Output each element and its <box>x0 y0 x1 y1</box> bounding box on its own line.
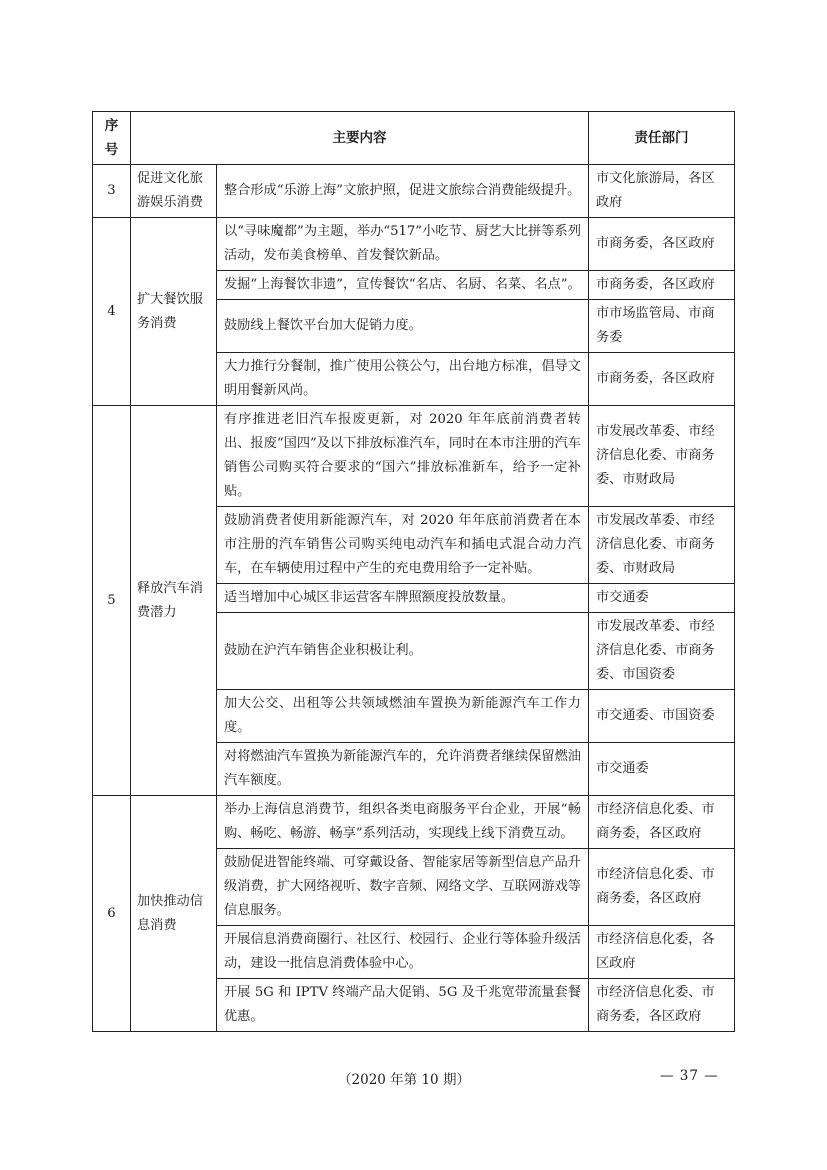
row-dept-cell: 市商务委，各区政府 <box>589 353 735 406</box>
row-content-cell: 对将燃油汽车置换为新能源汽车的，允许消费者继续保留燃油汽车额度。 <box>217 743 589 796</box>
table-row <box>93 218 735 271</box>
row-seq-cell: 4 <box>93 218 131 406</box>
row-dept-cell: 市经济信息化委、市商务委，各区政府 <box>589 849 735 926</box>
row-dept-cell: 市市场监管局、市商务委 <box>589 300 735 353</box>
row-content-cell: 举办上海信息消费节，组织各类电商服务平台企业，开展“畅购、畅吃、畅游、畅享”系列活动，实现线上线下消费互动。 <box>217 796 589 849</box>
row-seq-cell: 5 <box>93 406 131 796</box>
row-category-cell: 加快推动信息消费 <box>131 796 217 1032</box>
header-content: 主要内容 <box>131 112 589 165</box>
row-content-cell: 鼓励在沪汽车销售企业积极让利。 <box>217 613 589 690</box>
row-dept-cell: 市商务委，各区政府 <box>589 271 735 300</box>
policy-table <box>92 111 735 1032</box>
row-content-cell: 鼓励消费者使用新能源汽车，对 2020 年年底前消费者在本市注册的汽车销售公司购买纯电动汽车和插电式混合动力汽车，在车辆使用过程中产生的充电费用给予一定补贴。 <box>217 507 589 584</box>
row-category-cell: 扩大餐饮服务消费 <box>131 218 217 406</box>
row-content-cell: 开展 5G 和 IPTV 终端产品大促销、5G 及千兆宽带流量套餐优惠。 <box>217 979 589 1032</box>
row-content-cell: 鼓励促进智能终端、可穿戴设备、智能家居等新型信息产品升级消费，扩大网络视听、数字音频、网络文学、互联网游戏等信息服务。 <box>217 849 589 926</box>
header-dept: 责任部门 <box>589 112 735 165</box>
row-dept-cell: 市交通委 <box>589 743 735 796</box>
row-content-cell: 发掘“上海餐饮非遗”，宣传餐饮“名店、名厨、名菜、名点”。 <box>217 271 589 300</box>
row-content-cell: 整合形成“乐游上海”文旅护照，促进文旅综合消费能级提升。 <box>217 165 589 218</box>
row-content-cell: 大力推行分餐制，推广使用公筷公勺，出台地方标准，倡导文明用餐新风尚。 <box>217 353 589 406</box>
row-content-cell: 鼓励线上餐饮平台加大促销力度。 <box>217 300 589 353</box>
header-seq: 序号 <box>93 112 131 165</box>
table-row <box>93 796 735 849</box>
row-dept-cell: 市经济信息化委、市商务委，各区政府 <box>589 979 735 1032</box>
row-dept-cell: 市发展改革委、市经济信息化委、市商务委、市国资委 <box>589 613 735 690</box>
row-content-cell: 以“寻味魔都”为主题，举办“517”小吃节、厨艺大比拼等系列活动，发布美食榜单、首发餐饮新品。 <box>217 218 589 271</box>
row-dept-cell: 市文化旅游局，各区政府 <box>589 165 735 218</box>
row-dept-cell: 市经济信息化委、市商务委，各区政府 <box>589 796 735 849</box>
row-category-cell: 释放汽车消费潜力 <box>131 406 217 796</box>
row-seq-cell: 6 <box>93 796 131 1032</box>
row-dept-cell: 市发展改革委、市经济信息化委、市商务委、市财政局 <box>589 406 735 507</box>
table-body <box>93 165 735 1032</box>
row-content-cell: 开展信息消费商圈行、社区行、校园行、企业行等体验升级活动，建设一批信息消费体验中心。 <box>217 926 589 979</box>
row-content-cell: 有序推进老旧汽车报废更新，对 2020 年年底前消费者转出、报废“国四”及以下排放标准汽车，同时在本市注册的汽车销售公司购买符合要求的“国六”排放标准新车，给予一定补贴。 <box>217 406 589 507</box>
row-dept-cell: 市商务委，各区政府 <box>589 218 735 271</box>
page-number: — 37 — <box>660 1068 719 1084</box>
row-category-cell: 促进文化旅游娱乐消费 <box>131 165 217 218</box>
row-dept-cell: 市交通委、市国资委 <box>589 690 735 743</box>
row-dept-cell: 市发展改革委、市经济信息化委、市商务委、市财政局 <box>589 507 735 584</box>
table-row <box>93 165 735 218</box>
row-content-cell: 适当增加中心城区非运营客车牌照额度投放数量。 <box>217 584 589 613</box>
row-content-cell: 加大公交、出租等公共领域燃油车置换为新能源汽车工作力度。 <box>217 690 589 743</box>
issue-label: （2020 年第 10 期） <box>338 1072 470 1088</box>
row-seq-cell: 3 <box>93 165 131 218</box>
row-dept-cell: 市交通委 <box>589 584 735 613</box>
table-header-row <box>93 112 735 165</box>
row-dept-cell: 市经济信息化委，各区政府 <box>589 926 735 979</box>
table-row <box>93 406 735 507</box>
